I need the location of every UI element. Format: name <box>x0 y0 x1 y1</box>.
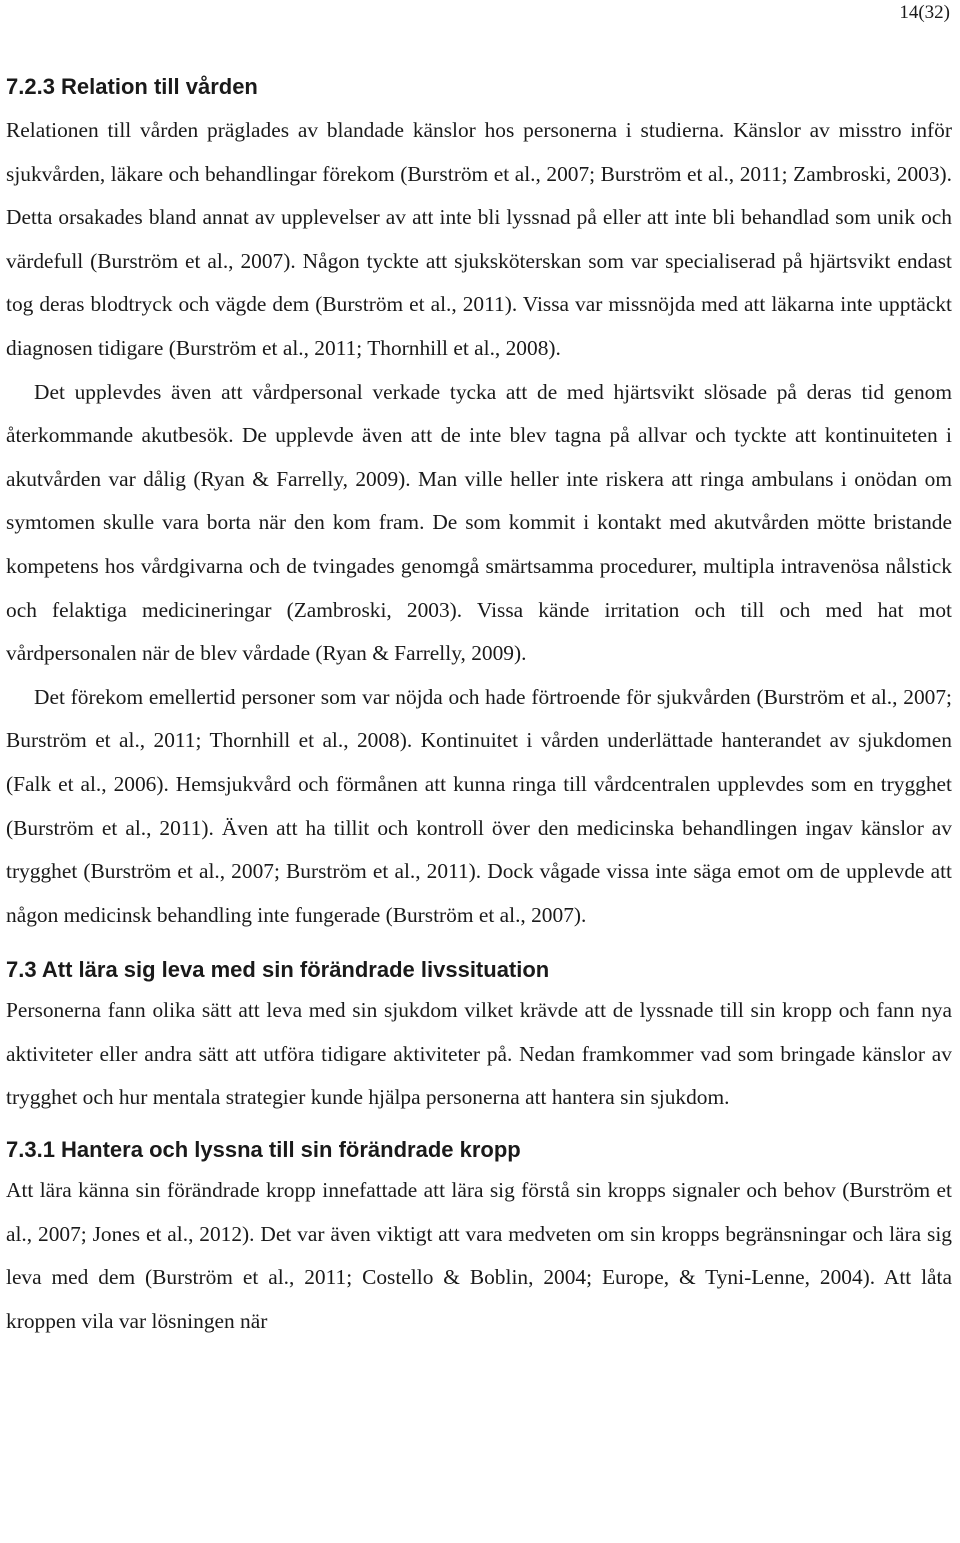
paragraph: Personerna fann olika sätt att leva med sin sjukdom vilket krävde att de lyssnade till sin kropp och fann nya aktiviteter eller andra sätt att utföra tidigare aktiviteter på. Nedan framkommer vad som bringade känslor av trygghet och hur mentala strategier kunde hjälpa personerna att hantera sin sjukdom. <box>6 998 952 1110</box>
paragraph: Relationen till vården präglades av blandade känslor hos personerna i studierna. Känslor av misstro inför sjukvården, läkare och behandlingar förekom (Burström et al., 2007; Burström et al., 2011; Zambroski, 2003). Detta orsakades bland annat av upplevelser av att inte bli lyssnad på eller att inte bli behandlad som unik och värdefull (Burström et al., 2007). Någon tyckte att sjuksköterskan som var specialiserad på hjärtsvikt endast tog deras blodtryck och vägde dem (Burström et al., 2011). Vissa var missnöjda med att läkarna inte upptäckt diagnosen tidigare (Burström et al., 2011; Thornhill et al., 2008). <box>6 118 952 360</box>
paragraph: Det förekom emellertid personer som var nöjda och hade förtroende för sjukvården (Burström et al., 2007; Burström et al., 2011; Thornhill et al., 2008). Kontinuitet i vården underlättade hanterandet av sjukdomen (Falk et al., 2006). Hemsjukvård och förmånen att kunna ringa till vårdcentralen upplevdes som en trygghet (Burström et al., 2011). Även att ha tillit och kontroll över den medicinska behandlingen ingav känslor av trygghet (Burström et al., 2007; Burström et al., 2011). Dock vågade vissa inte säga emot om de upplevde att någon medicinsk behandling inte fungerade (Burström et al., 2007). <box>6 684 952 927</box>
section-heading-7-3-1: 7.3.1 Hantera och lyssna till sin förändrade kropp <box>6 1137 521 1163</box>
section-heading-7-2-3: 7.2.3 Relation till vården <box>6 74 258 99</box>
document-body <box>6 68 952 1343</box>
section-heading-7-3: 7.3 Att lära sig leva med sin förändrade livssituation <box>6 957 550 983</box>
paragraph: Att lära känna sin förändrade kropp innefattade att lära sig förstå sin kropps signaler och behov (Burström et al., 2007; Jones et al., 2012). Det var även viktigt att vara medveten om sin kropps begränsningar och lära sig leva med dem (Burström et al., 2011; Costello & Boblin, 2004; Europe, & Tyni-Lenne, 2004). Att låta kroppen vila var lösningen när <box>6 1178 952 1333</box>
page-number: 14(32) <box>899 2 950 23</box>
paragraph: Det upplevdes även att vårdpersonal verkade tycka att de med hjärtsvikt slösade på deras tid genom återkommande akutbesök. De upplevde även att de inte blev tagna på allvar och tyckte att kontinuiteten i akutvården var dålig (Ryan & Farrelly, 2009). Man ville heller inte riskera att ringa ambulans i onödan om symtomen skulle vara borta när den kom fram. De som kommit i kontakt med akutvården mötte bristande kompetens hos vårdgivarna och de tvingades genomgå smärtsamma procedurer, multipla intravenösa nålstick och felaktiga medicineringar (Zambroski, 2003). Vissa kände irritation och till och med hat mot vårdpersonalen när de blev vårdade (Ryan & Farrelly, 2009). <box>6 379 952 666</box>
